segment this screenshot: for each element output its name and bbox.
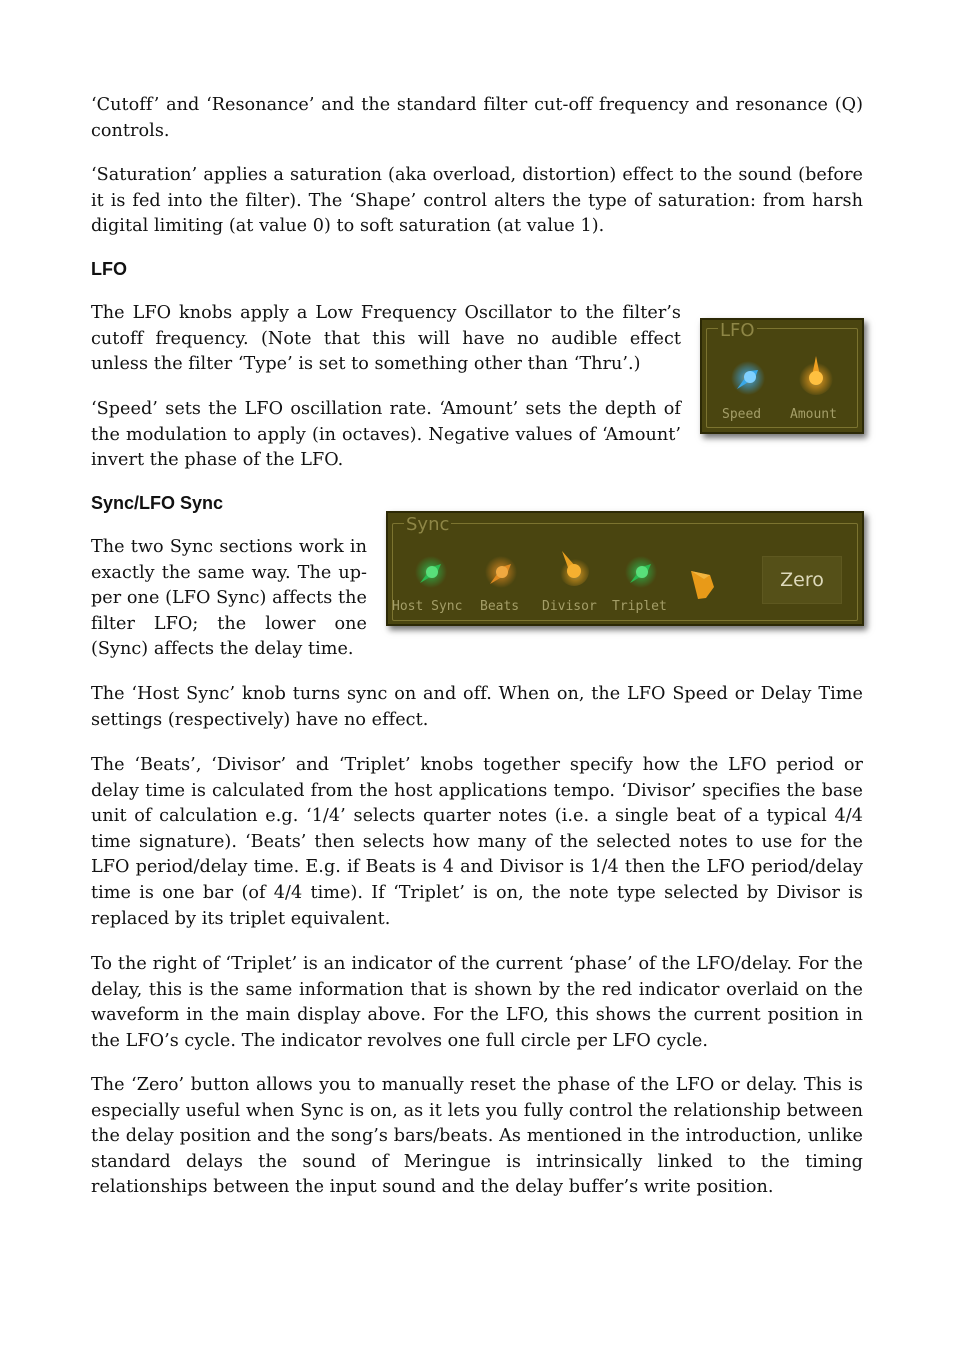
divisor-knob-icon[interactable]	[554, 547, 592, 587]
paragraph-lfo-intro: The LFO knobs apply a Low Frequency Oscillator to the filter’s cutoff frequency. (Note that this will have no audible effect unless the filter ‘Type’ is set to something other than ‘Thru’.)	[91, 303, 681, 375]
sync-panel	[386, 511, 864, 626]
paragraph-phase: To the right of ‘Triplet’ is an indicator of the current ‘phase’ of the LFO/delay. For the delay, this is the same information that is shown by the red indicator overlaid on the waveform in the main display above. For the LFO, this shows the current position in the LFO’s cycle. The indicator revolves one full circle per LFO cycle.	[91, 954, 863, 1051]
lfo-panel	[700, 318, 864, 434]
amount-knob-label: Amount	[790, 407, 837, 422]
paragraph-cutoff: ‘Cutoff’ and ‘Resonance’ and the standard filter cut-off frequency and resonance (Q) controls.	[91, 95, 863, 141]
lfo-panel-title: LFO	[720, 320, 755, 341]
paragraph-zero: The ‘Zero’ button allows you to manually reset the phase of the LFO or delay. This is especially useful when Sync is on, as it lets you fully control the relationship between the delay position and the song’s bars/beats. As mentioned in the introduction, unlike standard delays the sound of Meringue is intrinsically linked to the timing relationships between the input sound and the delay buffer’s write position.	[91, 1075, 863, 1198]
heading-sync: Sync/LFO Sync	[91, 493, 224, 513]
speed-knob-icon[interactable]	[728, 358, 768, 398]
amount-knob-icon[interactable]	[796, 354, 836, 396]
beats-knob-icon[interactable]	[482, 553, 520, 591]
paragraph-saturation: ‘Saturation’ applies a saturation (aka overload, distortion) effect to the sound (before it is fed into the filter). The ‘Shape’ control alters the type of saturation: from harsh digital limiting (at value 0) to soft saturation (at value 1).	[91, 165, 863, 237]
divisor-knob-label: Divisor	[542, 599, 597, 614]
beats-knob-label: Beats	[480, 599, 520, 614]
paragraph-sync-intro: The two Sync sections work in exactly the same way. The upper one (LFO Sync) affects the filter LFO; the lower one (Sync) affects the delay time.	[91, 537, 367, 660]
sync-panel-title: Sync	[406, 514, 450, 535]
phase-indicator-icon	[686, 565, 720, 603]
host-sync-knob-label: Host Sync	[392, 599, 463, 614]
paragraph-lfo-speed: ‘Speed’ sets the LFO oscillation rate. ‘Amount’ sets the depth of the modulation to apply (in octaves). Negative values of ‘Amount’ invert the phase of the LFO.	[91, 399, 681, 471]
zero-button[interactable]: Zero	[762, 556, 842, 604]
heading-lfo: LFO	[91, 259, 127, 279]
triplet-knob-icon[interactable]	[622, 553, 660, 591]
triplet-knob-label: Triplet	[612, 599, 667, 614]
paragraph-host-sync: The ‘Host Sync’ knob turns sync on and off. When on, the LFO Speed or Delay Time settings (respectively) have no effect.	[91, 684, 863, 730]
host-sync-knob-icon[interactable]	[412, 553, 450, 591]
paragraph-beats: The ‘Beats’, ‘Divisor’ and ‘Triplet’ knobs together specify how the LFO period or delay time is calculated from the host applications tempo. ‘Divisor’ specifies the base unit of calculation e.g. ‘1/4’ selects quarter notes (i.e. a single beat of a typical 4/4 time signature). ‘Beats’ then selects how many of the selected notes to use for the LFO period/delay time. E.g. if Beats is 4 and Divisor is 1/4 then the LFO period/delay time is one bar (of 4/4 time). If ‘Triplet’ is on, the note type selected by Divisor is replaced by its triplet equivalent.	[91, 755, 863, 929]
speed-knob-label: Speed	[722, 407, 762, 422]
